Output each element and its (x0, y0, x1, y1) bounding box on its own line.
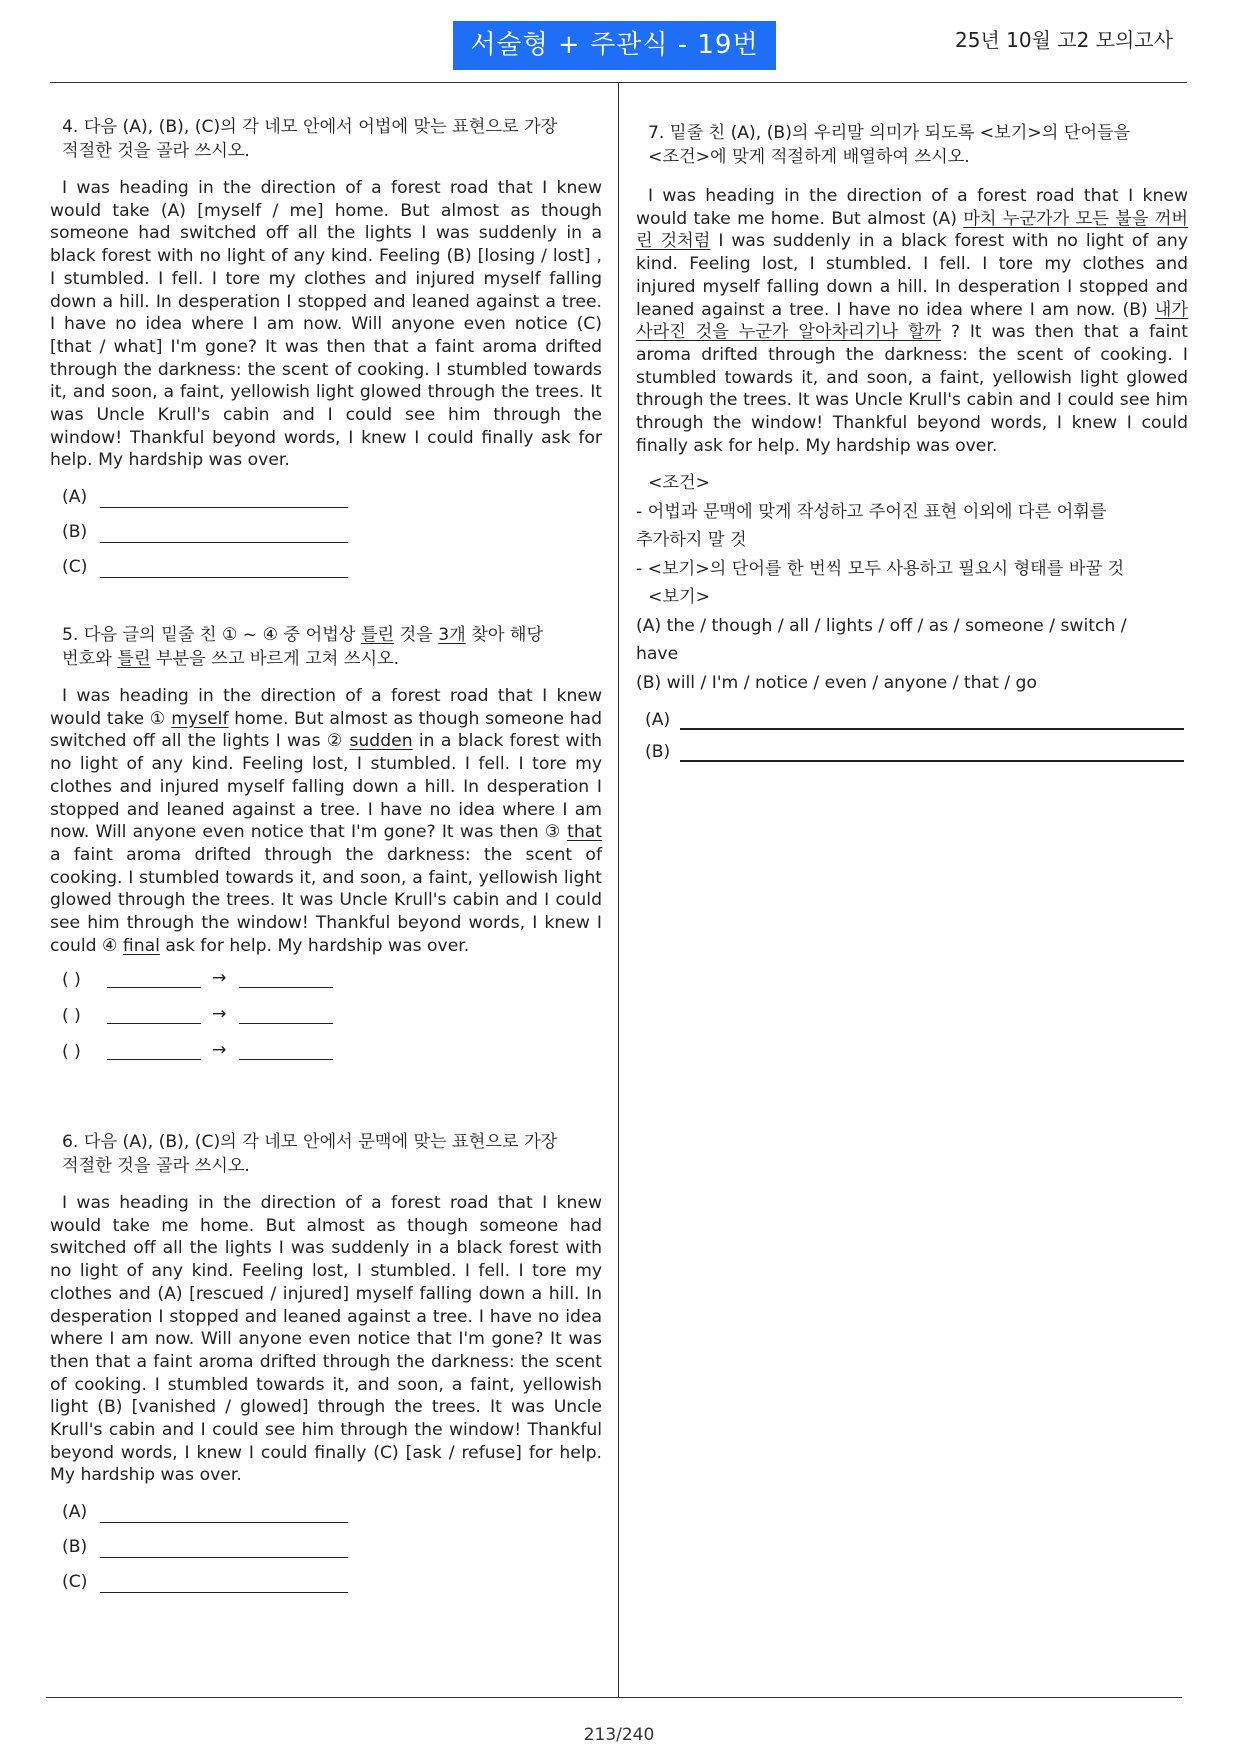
question-5 (50, 624, 602, 1071)
q5-passage (50, 685, 602, 957)
number-paren: ( ) (62, 1006, 81, 1027)
answer-label: (B) (62, 522, 88, 543)
q4-prompt-line2: 적절한 것을 골라 쓰시오. (62, 140, 250, 161)
passage-text: ? It was then that a faint aroma drifted through the darkness: the scent of cooking. I stumbled towards it, and soon, a faint, yellowish light glowed through the trees. It was Uncle Krull's cabin and I could see him through the window! Thankful beyond words, I knew I could finally ask for help. My hardship was over. (636, 322, 1188, 456)
underlined-word-3: that (567, 822, 602, 843)
q5-prompt-text: 번호와 (62, 648, 118, 669)
passage-text: ask for help. My hardship was over. (159, 935, 470, 956)
q7-answer-a[interactable] (636, 705, 1188, 737)
q4-answer-a[interactable] (50, 480, 602, 515)
column-divider (618, 82, 619, 1697)
q7-prompt-line1: 7. 밑줄 친 (A), (B)의 우리말 의미가 되도록 <보기>의 단어들을 (648, 123, 1131, 143)
exam-title: 25년 10월 고2 모의고사 (955, 28, 1173, 52)
q4-passage-text: I was heading in the direction of a forest road that I knew would take (A) [myself / me] home. But almost as though someone had switched off all the lights I was suddenly in a black forest with no light of any kind. Feeling (B) [losing / lost] , I stumbled. I fell. I tore my clothes and injured myself falling down a hill. In desperation I stopped and leaned against a tree. I have no idea where I am now. Will anyone even notice (C) [that / what] I'm gone? It was then that a faint aroma drifted through the darkness: the scent of cooking. I stumbled towards it, and soon, a faint, yellowish light glowed through the trees. It was Uncle Krull's cabin and I could see him through the window! Thankful beyond words, I knew I could finally ask for help. My hardship was over. (50, 178, 602, 471)
q5-prompt-underline: 3개 (438, 625, 466, 645)
q6-prompt-line1: 6. 다음 (A), (B), (C)의 각 네모 안에서 문맥에 맞는 표현으로 가장 (62, 1132, 558, 1152)
q7-answer-b[interactable] (636, 737, 1188, 769)
question-7 (636, 122, 1188, 769)
q5-prompt-text: 찾아 해당 (465, 625, 544, 645)
answer-line (680, 728, 1184, 730)
answer-line (100, 1522, 348, 1523)
q5-prompt-underline: 틀린 (117, 648, 151, 669)
answer-label: (C) (62, 1572, 88, 1593)
q4-prompt-line1: 4. 다음 (A), (B), (C)의 각 네모 안에서 어법에 맞는 표현으로 가장 (62, 117, 558, 137)
answer-line (680, 760, 1184, 762)
answer-line (100, 507, 348, 508)
condition-1-line2: 추가하지 말 것 (636, 530, 747, 551)
answer-line (100, 1557, 348, 1558)
q5-correction-row[interactable] (50, 1035, 602, 1071)
q7-passage (636, 185, 1188, 457)
q5-prompt-text: 부분을 쓰고 바르게 고쳐 쓰시오. (150, 648, 400, 669)
q5-answer-area (50, 963, 602, 1071)
correct-blank (239, 1059, 333, 1060)
answer-label: (B) (62, 1537, 88, 1558)
word-box-a-line1: (A) the / though / all / lights / off / as / someone / switch / (636, 615, 1127, 636)
q6-prompt-line2: 적절한 것을 골라 쓰시오. (62, 1155, 250, 1176)
q5-prompt-text: 5. 다음 글의 밑줄 친 ① ~ ④ 중 어법상 (62, 625, 361, 645)
passage-text: a faint aroma drifted through the darkness: the scent of cooking. I stumbled towards it, and soon, a faint, yellowish light glowed through the trees. It was Uncle Krull's cabin and I could see him through the window! Thankful beyond words, I knew I could ④ (50, 844, 602, 956)
number-paren: ( ) (62, 1042, 81, 1063)
q5-correction-row[interactable] (50, 999, 602, 1035)
q6-prompt (50, 1131, 602, 1178)
wrong-blank (107, 1023, 201, 1024)
underlined-word-2: sudden (349, 731, 413, 752)
q7-prompt-line2: <조건>에 맞게 적절하게 배열하여 쓰시오. (648, 146, 970, 167)
underlined-word-4: final (122, 935, 160, 956)
word-box-a-line2: have (636, 644, 679, 665)
q5-correction-row[interactable] (50, 963, 602, 999)
q6-answer-c[interactable] (50, 1565, 602, 1600)
underlined-word-1: myself (171, 708, 229, 729)
answer-label: (A) (62, 487, 88, 508)
wrong-blank (107, 987, 201, 988)
answer-line (100, 1592, 348, 1593)
q5-prompt-text: 것을 (394, 625, 439, 645)
passage-text: I was heading in the direction of a forest road that I knew would take me home. But almost (A) (636, 186, 1188, 229)
q6-answer-area (50, 1495, 602, 1600)
passage-text: I was suddenly in a black forest with no light of any kind. Feeling lost, I stumbled. I fell. I tore my clothes and injured myself falling down a hill. In desperation I stopped and leaned against a tree. I have no idea where I am now. (B) (636, 231, 1188, 320)
title-box: 서술형 + 주관식 - 19번 (453, 21, 776, 70)
bottom-rule (46, 1697, 1182, 1698)
underlined-phrase-b: 내가 사라진 것을 누군가 알아차리기나 할까 (636, 299, 1188, 343)
q7-conditions (636, 469, 1188, 697)
condition-2: - <보기>의 단어를 한 번씩 모두 사용하고 필요시 형태를 바꿀 것 (636, 558, 1125, 579)
passage-text: in a black forest with no light of any kind. Feeling lost, I stumbled. I fell. I tore my clothes and injured myself falling down a hill. In desperation I stopped and leaned against a tree. I have no idea where I am now. Will anyone even notice that I'm gone? It was then ③ (50, 731, 602, 843)
answer-line (100, 577, 348, 578)
q4-answer-b[interactable] (50, 515, 602, 550)
word-box-title: <보기> (648, 587, 711, 608)
correct-blank (239, 1023, 333, 1024)
q6-passage (50, 1192, 602, 1487)
answer-line (100, 542, 348, 543)
q4-passage (50, 177, 602, 472)
arrow-icon: → (212, 1040, 227, 1061)
q6-answer-a[interactable] (50, 1495, 602, 1530)
q7-answer-area (636, 705, 1188, 769)
answer-label: (A) (645, 710, 671, 731)
answer-label: (B) (645, 742, 671, 763)
question-4 (50, 116, 602, 585)
q4-answer-area (50, 480, 602, 585)
q5-prompt (50, 624, 602, 671)
passage-text: I was heading in the direction of a forest road that I knew would take ① (50, 686, 602, 729)
passage-text: home. But almost as though someone had switched off all the lights I was ② (50, 708, 602, 752)
conditions-title: <조건> (648, 473, 711, 494)
answer-label: (C) (62, 557, 88, 578)
q5-prompt-underline: 틀린 (360, 625, 395, 645)
word-box-b: (B) will / I'm / notice / even / anyone / that / go (636, 672, 1037, 693)
underlined-phrase-a: 마치 누군가가 모든 불을 꺼버린 것처럼 (636, 208, 1188, 252)
arrow-icon: → (212, 1004, 227, 1025)
number-paren: ( ) (62, 970, 81, 991)
q6-passage-text: I was heading in the direction of a forest road that I knew would take me home. But almost as though someone had switched off all the lights I was suddenly in a black forest with no light of any kind. Feeling lost, I stumbled. I fell. I tore my clothes and (A) [rescued / injured] myself falling down a hill. In desperation I stopped and leaned against a tree. I have no idea where I am now. Will anyone even notice that I'm gone? It was then that a faint aroma drifted through the darkness: the scent of cooking. I stumbled towards it, and soon, a faint, yellowish light (B) [vanished / glowed] through the trees. It was Uncle Krull's cabin and I could see him through the window! Thankful beyond words, I knew I could finally (C) [ask / refuse] for help. My hardship was over. (50, 1193, 602, 1486)
q4-answer-c[interactable] (50, 550, 602, 585)
q7-prompt (636, 122, 1188, 169)
q6-answer-b[interactable] (50, 1530, 602, 1565)
correct-blank (239, 987, 333, 988)
question-6 (50, 1131, 602, 1600)
arrow-icon: → (212, 968, 227, 989)
condition-1-line1: - 어법과 문맥에 맞게 작성하고 주어진 표현 이외에 다른 어휘를 (636, 501, 1107, 522)
q4-prompt (50, 116, 602, 163)
answer-label: (A) (62, 1502, 88, 1523)
page-number: 213/240 (583, 1725, 655, 1745)
wrong-blank (107, 1059, 201, 1060)
